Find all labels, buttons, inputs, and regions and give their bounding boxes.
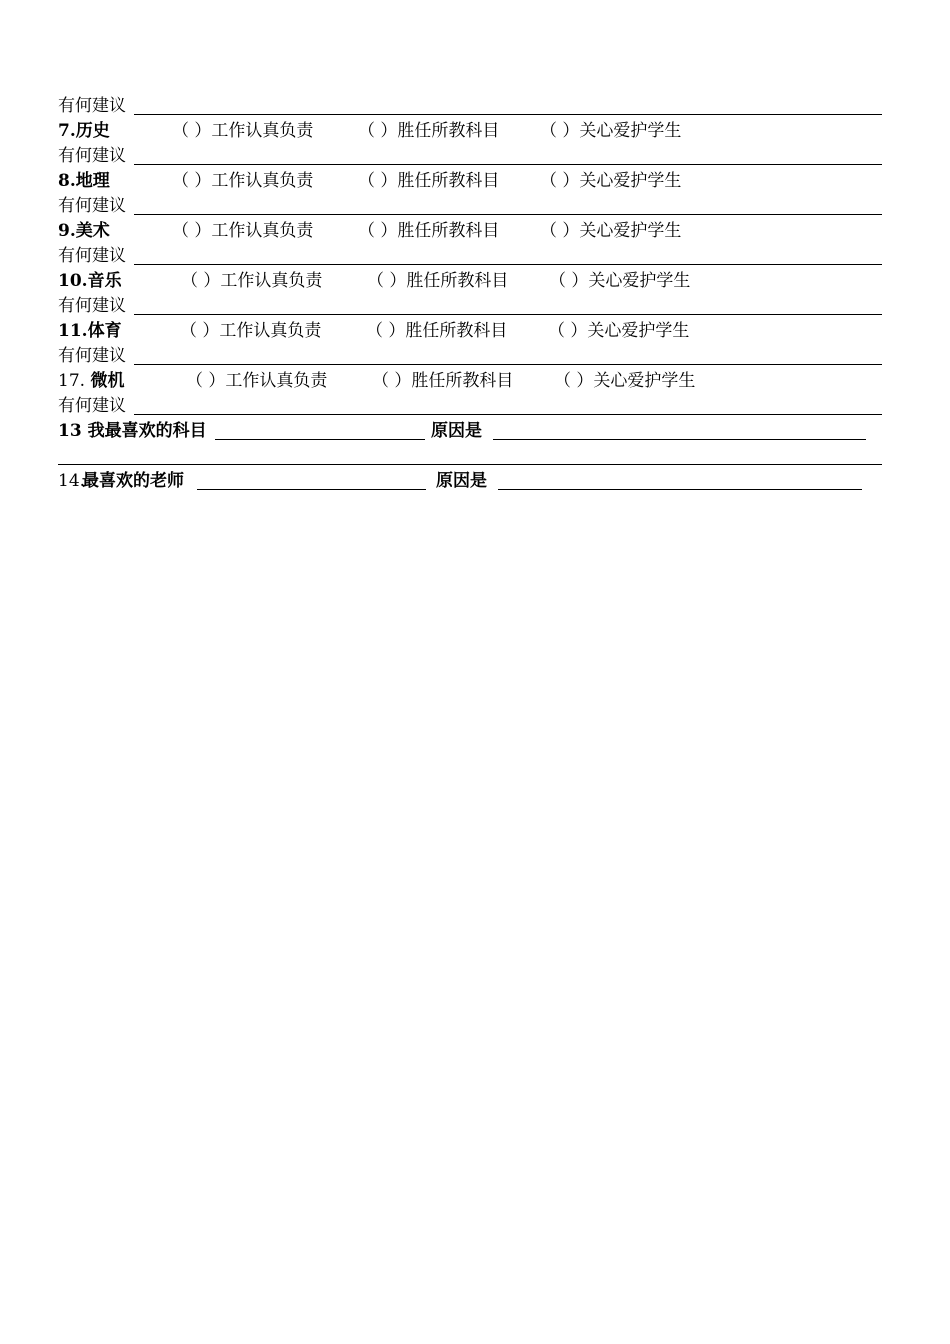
favorite-teacher-blank[interactable] [197,489,426,490]
suggestion-label: 有何建议 [58,346,126,366]
subject-label: 9.美术 [58,221,110,241]
question-favorite-teacher [58,469,882,494]
suggestion-label: 有何建议 [58,296,126,316]
favorite-subject-reason-blank[interactable] [493,439,866,440]
favorite-subject-label: 13 我最喜欢的科目 [58,421,207,441]
reason-continuation-blank[interactable] [58,464,882,465]
suggestion-blank[interactable] [134,164,882,165]
survey-page [58,94,882,494]
option-competent[interactable]: （ ）胜任所教科目 [358,221,500,241]
favorite-teacher-reason-blank[interactable] [498,489,862,490]
suggestion-line [58,294,882,319]
suggestion-line [58,144,882,169]
suggestion-label: 有何建议 [58,196,126,216]
favorite-teacher-number: 14. [58,471,86,491]
subject-label: 7.历史 [58,121,110,141]
option-responsible[interactable]: （ ）工作认真负责 [172,171,314,191]
option-competent[interactable]: （ ）胜任所教科目 [358,171,500,191]
question-music [58,269,882,294]
option-competent[interactable]: （ ）胜任所教科目 [367,271,509,291]
suggestion-label: 有何建议 [58,246,126,266]
suggestion-blank[interactable] [134,214,882,215]
option-competent[interactable]: （ ）胜任所教科目 [372,371,514,391]
question-art [58,219,882,244]
subject-name: 微机 [90,371,125,391]
option-competent[interactable]: （ ）胜任所教科目 [358,121,500,141]
question-history [58,119,882,144]
reason-continuation-line [58,444,882,469]
favorite-subject-blank[interactable] [215,439,425,440]
option-competent[interactable]: （ ）胜任所教科目 [366,321,508,341]
option-caring[interactable]: （ ）关心爱护学生 [540,171,682,191]
option-responsible[interactable]: （ ）工作认真负责 [186,371,328,391]
favorite-teacher-reason-label: 原因是 [436,471,487,491]
option-caring[interactable]: （ ）关心爱护学生 [549,271,691,291]
option-responsible[interactable]: （ ）工作认真负责 [172,121,314,141]
subject-label: 10.音乐 [58,271,122,291]
suggestion-label: 有何建议 [58,96,126,116]
suggestion-line [58,94,882,119]
suggestion-blank[interactable] [134,364,882,365]
suggestion-label: 有何建议 [58,396,126,416]
subject-number: 17. [58,371,86,391]
suggestion-label: 有何建议 [58,146,126,166]
suggestion-blank[interactable] [134,314,882,315]
question-computer [58,369,882,394]
option-caring[interactable]: （ ）关心爱护学生 [540,221,682,241]
question-pe [58,319,882,344]
option-responsible[interactable]: （ ）工作认真负责 [180,321,322,341]
question-geography [58,169,882,194]
option-responsible[interactable]: （ ）工作认真负责 [172,221,314,241]
question-favorite-subject [58,419,882,444]
option-caring[interactable]: （ ）关心爱护学生 [548,321,690,341]
suggestion-blank[interactable] [134,264,882,265]
suggestion-blank[interactable] [134,114,882,115]
subject-label: 8.地理 [58,171,110,191]
subject-label [58,369,124,394]
suggestion-line [58,344,882,369]
suggestion-line [58,394,882,419]
favorite-subject-reason-label: 原因是 [431,421,482,441]
suggestion-blank[interactable] [134,414,882,415]
option-responsible[interactable]: （ ）工作认真负责 [181,271,323,291]
favorite-teacher-label: 最喜欢的老师 [82,471,184,491]
option-caring[interactable]: （ ）关心爱护学生 [540,121,682,141]
option-caring[interactable]: （ ）关心爱护学生 [554,371,696,391]
subject-label: 11.体育 [58,321,122,341]
suggestion-line [58,244,882,269]
suggestion-line [58,194,882,219]
